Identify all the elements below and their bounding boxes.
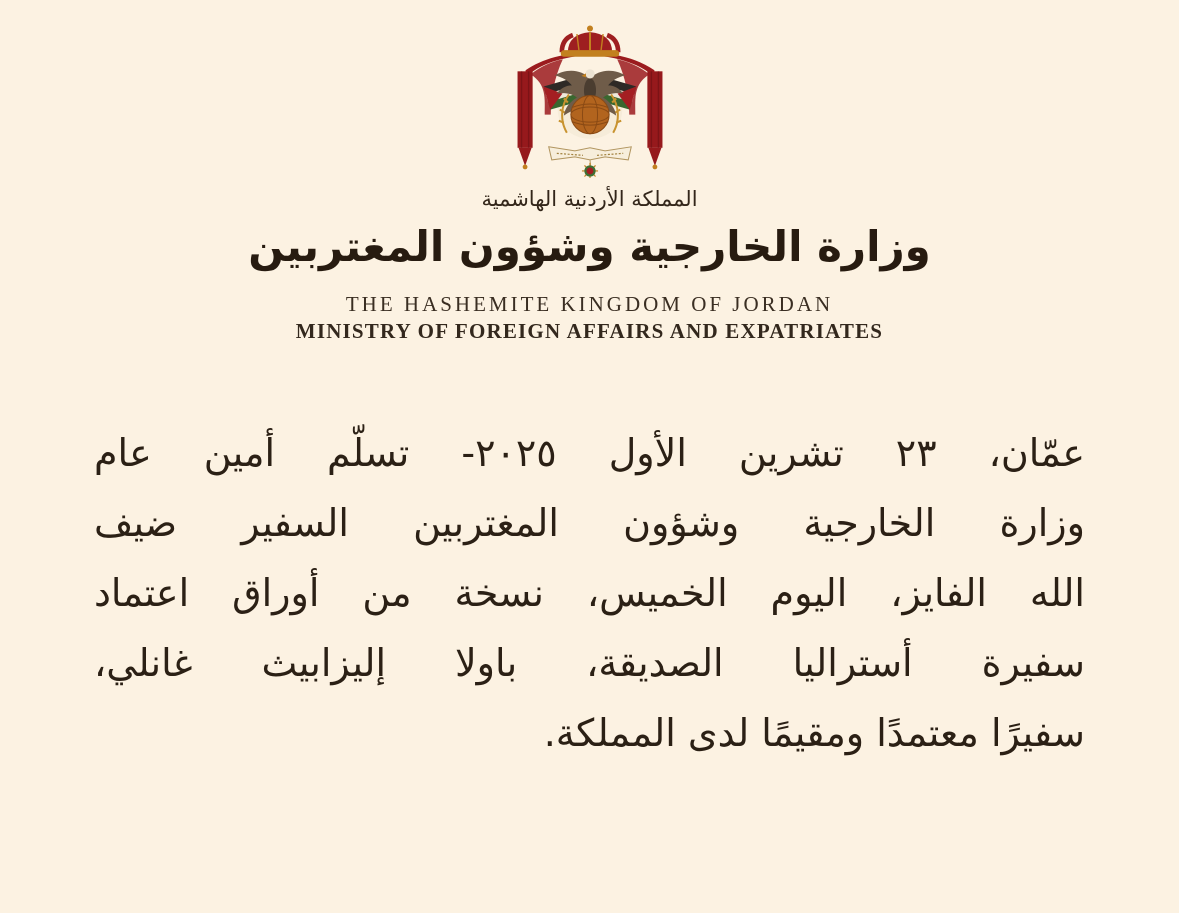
ribbon-banner [548, 147, 631, 160]
ministry-title-arabic-calligraphy: وزارة الخارجية وشؤون المغتربين [248, 222, 931, 271]
globe-icon [570, 95, 608, 133]
ministry-title-english: MINISTRY OF FOREIGN AFFAIRS AND EXPATRIATES [295, 319, 884, 343]
press-release-line: سفيرًا معتمدًا ومقيمًا لدى المملكة. [543, 711, 1085, 755]
press-release-line: عمّان، ٢٣ تشرين الأول ٢٠٢٥- تسلّم أمين عام [94, 431, 1085, 475]
kingdom-title-english: THE HASHEMITE KINGDOM OF JORDAN [345, 292, 834, 316]
bottom-strip [0, 913, 1179, 917]
press-release-line: الله الفايز، اليوم الخميس، نسخة من أوراق اعتماد [94, 571, 1085, 615]
press-release-line: وزارة الخارجية وشؤون المغتربين السفير ضيف [94, 501, 1085, 545]
press-release-text [94, 418, 1085, 768]
jordan-coat-of-arms-icon [504, 22, 676, 178]
crown-icon [560, 26, 618, 57]
medal-icon [581, 160, 597, 178]
ministry-letterhead [0, 22, 1179, 343]
kingdom-title-arabic: المملكة الأردنية الهاشمية [481, 187, 698, 211]
press-release-line: سفيرة أستراليا الصديقة، باولا إليزابيث غانلي، [94, 641, 1085, 685]
